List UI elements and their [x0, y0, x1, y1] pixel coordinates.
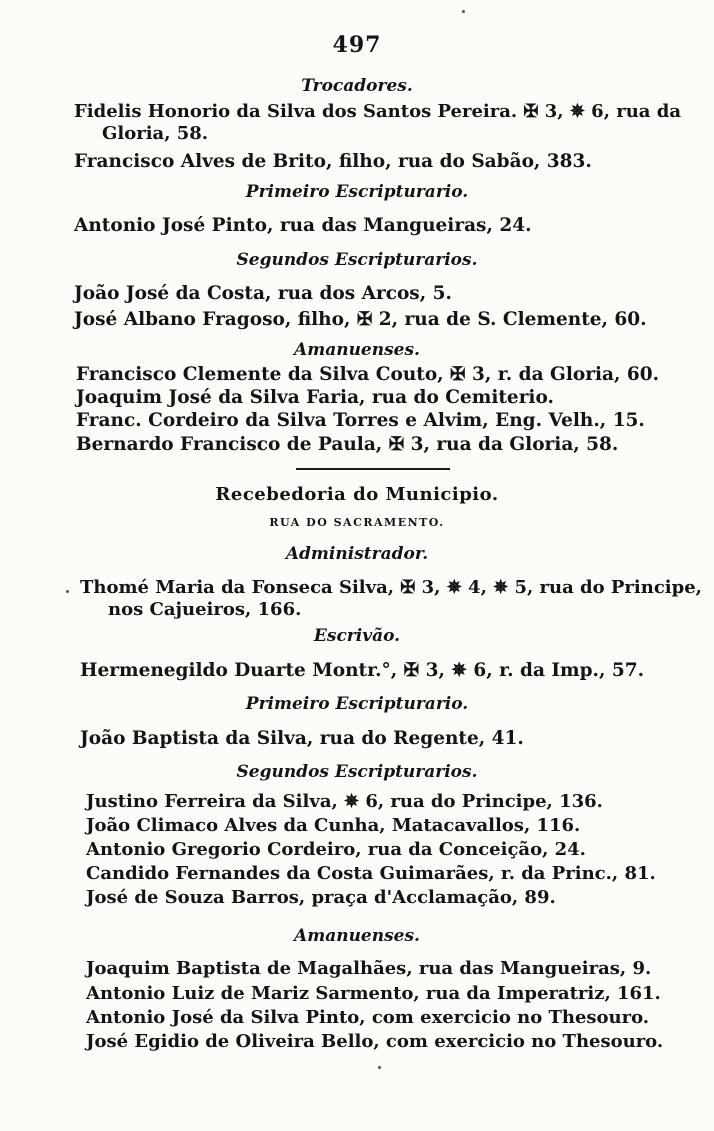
page-number: 497 — [332, 32, 382, 58]
entry-franc-cordeiro: Franc. Cordeiro da Silva Torres e Alvim, Eng. Velh., 15. — [76, 410, 645, 431]
entry-thome-maria: Thomé Maria da Fonseca Silva, ✠ 3, ✵ 4, ✵ 5, rua do Principe, nos Cajueiros, 166. — [80, 577, 702, 620]
section-heading-amanuenses-2: Amanuenses. — [294, 926, 420, 946]
entry-antonio-gregorio: Antonio Gregorio Cordeiro, rua da Conceição, 24. — [86, 839, 586, 860]
entry-jose-souza-barros: José de Souza Barros, praça d'Acclamação, 89. — [86, 887, 556, 908]
entry-bernardo-francisco: Bernardo Francisco de Paula, ✠ 3, rua da Gloria, 58. — [76, 434, 619, 455]
section-subtitle-rua-sacramento: RUA DO SACRAMENTO. — [269, 516, 445, 529]
entry-candido-fernandes: Candido Fernandes da Costa Guimarães, r. da Princ., 81. — [86, 863, 656, 884]
print-speck — [66, 590, 69, 593]
entry-hermenegildo: Hermenegildo Duarte Montr.°, ✠ 3, ✵ 6, r. da Imp., 57. — [80, 660, 645, 681]
entry-joaquim-jose-faria: Joaquim José da Silva Faria, rua do Cemiterio. — [76, 387, 554, 408]
entry-justino-ferreira: Justino Ferreira da Silva, ✵ 6, rua do Principe, 136. — [86, 791, 603, 812]
entry-antonio-jose-silva-pinto: Antonio José da Silva Pinto, com exercicio no Thesouro. — [86, 1007, 650, 1028]
section-heading-amanuenses: Amanuenses. — [294, 340, 420, 360]
section-heading-primeiro-escripturario-2: Primeiro Escripturario. — [245, 694, 469, 714]
entry-joao-climaco: João Climaco Alves da Cunha, Matacavallos, 116. — [86, 815, 581, 836]
section-heading-segundos-escripturarios-2: Segundos Escripturarios. — [236, 762, 478, 782]
section-heading-escrivao: Escrivão. — [313, 626, 401, 646]
entry-fidelis-honorio: Fidelis Honorio da Silva dos Santos Pereira. ✠ 3, ✵ 6, rua da Gloria, 58. — [74, 101, 681, 144]
section-divider — [296, 468, 450, 470]
print-speck — [378, 1066, 381, 1069]
section-title-recebedoria: Recebedoria do Municipio. — [215, 484, 499, 505]
entry-joaquim-baptista: Joaquim Baptista de Magalhães, rua das Mangueiras, 9. — [86, 958, 652, 979]
print-speck — [462, 10, 465, 13]
section-heading-administrador: Administrador. — [285, 544, 429, 564]
section-heading-segundos-escripturarios: Segundos Escripturarios. — [236, 250, 478, 270]
entry-jose-egidio: José Egidio de Oliveira Bello, com exercicio no Thesouro. — [86, 1031, 664, 1052]
section-heading-trocadores: Trocadores. — [301, 76, 413, 96]
entry-jose-albano-fragoso: José Albano Fragoso, filho, ✠ 2, rua de S. Clemente, 60. — [74, 309, 647, 330]
entry-antonio-luiz: Antonio Luiz de Mariz Sarmento, rua da Imperatriz, 161. — [86, 983, 661, 1004]
entry-joao-jose-costa: João José da Costa, rua dos Arcos, 5. — [74, 283, 452, 304]
entry-joao-baptista-silva: João Baptista da Silva, rua do Regente, 41. — [80, 728, 524, 749]
entry-francisco-clemente: Francisco Clemente da Silva Couto, ✠ 3, r. da Gloria, 60. — [76, 364, 660, 385]
entry-francisco-alves: Francisco Alves de Brito, filho, rua do Sabão, 383. — [74, 151, 592, 172]
entry-antonio-jose-pinto: Antonio José Pinto, rua das Mangueiras, 24. — [74, 215, 532, 236]
section-heading-primeiro-escripturario: Primeiro Escripturario. — [245, 182, 469, 202]
